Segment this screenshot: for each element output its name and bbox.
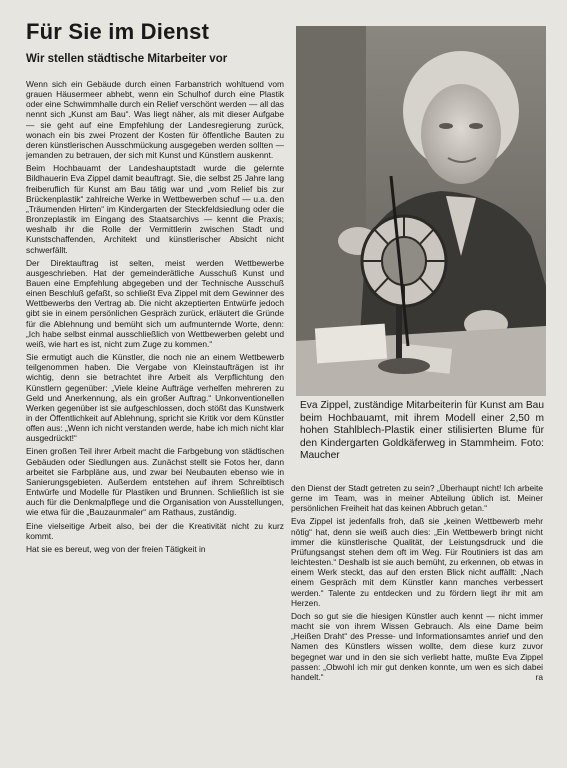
paragraph: Wenn sich ein Gebäude durch einen Farbanstrich wohltuend vom grauen Häusermeer abhebt, wenn ein Schulhof durch eine Plastik oder eine Schwimmhalle durch ein Relief verschönt werden — all das nennt sich „Kunst am Bau“. Was liegt näher, als mit dieser Aufgabe — sie geht auf eine Empfehlung der Landesregierung zurück, wonach ein bis zwei Prozent der Kosten für öffentliche Bauten zu deren künstlerischen Ausschmückung ausgegeben werden sollten — jemanden zu betrauen, der sich mit Kunst und Künstlern auskennt.: [26, 79, 284, 161]
paragraph: Einen großen Teil ihrer Arbeit macht die Farbgebung von städtischen Gebäuden oder Siedlungen aus. Zunächst stellt sie Fotos her, dann arbeitet sie Farbpläne aus, und zwar bei Neubauten ebenso wie in Sanierungsgebieten. Außerdem entstehen auf ihrem Schreibtisch Entwürfe und Modelle für Plastiken und Brunnen. Schließlich ist sie auch für die Denkmalpflege und die Organisation von Ausstellungen, wie etwa für die „Bauzaunmaler“ am Rathaus, zuständig.: [26, 446, 284, 518]
photo-credit: Foto: Maucher: [300, 437, 544, 462]
paragraph: [291, 611, 543, 682]
caption-text: Eva Zippel, zuständige Mitarbeiterin für Kunst am Bau beim Hochbauamt, mit ihrem Modell einer 2,50 m hohen Stahlblech-Plastik einer stilisierten Blume für den Kindergarten Goldkäferweg in Stammheim.: [300, 400, 544, 449]
author-signature: ra: [535, 671, 543, 682]
photo-caption: [300, 400, 544, 463]
portrait-photo: [296, 26, 546, 396]
paragraph: Eva Zippel ist jedenfalls froh, daß sie „keinen Wettbewerb mehr nötig“ hat, denn sie weiß auch dies: „Ein Wettbewerb bringt nicht immer die künstlerische Qualität, der Leistungsdruck und die Prüfungsangst stehen dem oft im Weg. Für Routiniers ist das am leichtesten.“ Deshalb ist sie auch bemüht, zu erkennen, ob etwas in einem Werk steckt, das auf den ersten Blick nicht auffällt: „Nach einem Gespräch mit dem Künstler kann manches verbessert werden.“ Talente zu entdecken und zu fördern liegt ihr mit am Herzen.: [291, 516, 543, 608]
paragraph: Sie ermutigt auch die Künstler, die noch nie an einem Wettbewerb teilgenommen haben. Die Vergabe von Kleinstaufträgen ist ihr wichtig, denn sie betrachtet ihre Arbeit als Verpflichtung den Künstlern gegenüber: „Viele kleine Aufträge verhelfen mehreren zu Geld und Anerkennung, als ein großer Auftrag.“ Unkonventionellen Werken gegenüber ist sie aufgeschlossen, doch stößt das Kunstwerk in der Öffentlichkeit auf Ablehnung, spricht sie Kritik vor dem Künstler offen aus: „Wenn ich nicht verstanden werde, habe ich mich nicht klar ausgedrückt!“: [26, 352, 284, 444]
paragraph: den Dienst der Stadt getreten zu sein? „Überhaupt nicht! Ich arbeite gerne im Team, was in meiner Abteilung üblich ist. Meiner persönlichen Freiheit hat das keinen Abbruch getan.“: [291, 483, 543, 514]
article-subtitle: Wir stellen städtische Mitarbeiter vor: [26, 53, 228, 65]
article-column-1: [26, 79, 284, 759]
paragraph-text: Doch so gut sie die hiesigen Künstler auch kennt — nicht immer macht sie von ihrem Wissen Gebrauch. Als eine Dame beim „Heißen Draht“ des Presse- und Informationsamtes anrief und den Namen des Künstlers wissen wollte, dem diese kurz zuvor begegnet war und in den sie sich verliebt hatte, mußte Eva Zippel passen: „Obwohl ich mir gut denken konnte, um wen es sich dabei handelt.“: [291, 610, 543, 682]
paragraph: Eine vielseitige Arbeit also, bei der die Kreativität nicht zu kurz kommt.: [26, 520, 284, 541]
article-column-2: [291, 483, 543, 761]
article-title: Für Sie im Dienst: [26, 19, 210, 44]
paragraph: Der Direktauftrag ist selten, meist werden Wettbewerbe ausgeschrieben. Hat der gemeinderätliche Ausschuß Kunst und Bauen eine Empfehlung abgegeben und der Technische Ausschuß einen Beschluß gefaßt, so schließt Eva Zippel mit dem Gewinner des Wettbewerbs den Vertrag ab. Die nicht akzeptierten Entwürfe jedoch gibt sie in einem persönlichen Gespräch zurück, erläutert die Gründe für die Ablehnung und bemüht sich um aufmunternde Worte, denn: „Ich habe selbst einmal ausschließlich von Wettbewerben gelebt und weiß, wie hart es ist, nicht zum Zuge zu kommen.“: [26, 257, 284, 349]
paragraph: Beim Hochbauamt der Landeshauptstadt wurde die gelernte Bildhauerin Eva Zippel damit beauftragt. Sie, die selbst 25 Jahre lang freiberuflich für Kunst am Bau tätig war und „vom Relief bis zur Brückenplastik“ zahlreiche Werke in Wettbewerben schuf — u.a. den „Träumenden Hirten“ im Kindergarten der Steckfeldsiedlung oder die Bronzeplastik im Eingang des Staatsarchivs — kennt die Praxis; weshalb ihr die Rolle der Vermittlerin zwischen Stadt und Kunstschaffenden, Architekt und künstlerischer Absicht nicht schwerfällt.: [26, 163, 284, 255]
paragraph: Hat sie es bereut, weg von der freien Tätigkeit in: [26, 543, 206, 554]
